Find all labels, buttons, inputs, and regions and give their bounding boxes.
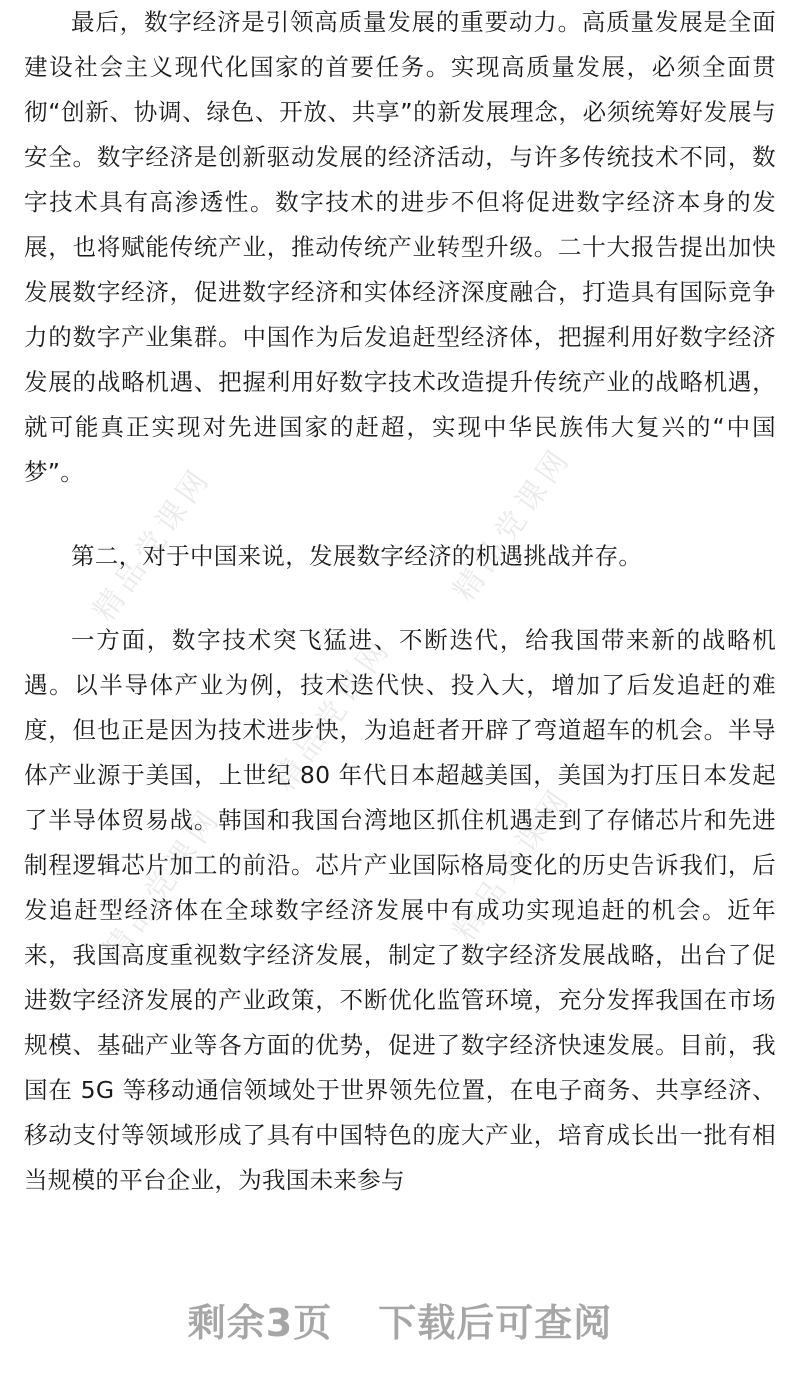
paragraph-gap [24,579,776,618]
download-prompt[interactable] [0,1292,800,1347]
watermark: 精品党课网 [86,460,219,628]
document-body [24,0,776,1203]
watermark: 精品党课网 [446,440,579,608]
paragraph-gap [24,495,776,534]
paragraph-conclusion: 最后，数字经济是引领高质量发展的重要动力。高质量发展是全面建设社会主义现代化国家的首要任务。实现高质量发展，必须全面贯彻“创新、协调、绿色、开放、共享”的新发展理念，必须统筹好发展与安全。数字经济是创新驱动发展的经济活动，与许多传统技术不同，数字技术具有高渗透性。数字技术的进步不但将促进数字经济本身的发展，也将赋能传统产业，推动传统产业转型升级。二十大报告提出加快发展数字经济，促进数字经济和实体经济深度融合，打造具有国际竞争力的数字产业集群。中国作为后发追赶型经济体，把握利用好数字经济发展的战略机遇、把握利用好数字技术改造提升传统产业的战略机遇，就可能真正实现对先进国家的赶超，实现中华民族伟大复兴的“中国梦”。 [24,8,776,486]
watermark: 精品党课网 [446,780,579,948]
watermark: 精品党课网 [96,800,229,968]
remaining-pages-label: 剩余3页 [187,1301,333,1345]
download-to-view-label[interactable]: 下载后可查阅 [378,1301,613,1345]
watermark: 精品党课网 [266,630,399,798]
paragraph-heading-second: 第二，对于中国来说，发展数字经济的机遇挑战并存。 [71,542,643,570]
paragraph-opportunities: 一方面，数字技术突飞猛进、不断迭代，给我国带来新的战略机遇。以半导体产业为例，技术迭代快、投入大，增加了后发追赶的难度，但也正是因为技术进步快，为追赶者开辟了弯道超车的机会。半导体产业源于美国，上世纪 80 年代日本超越美国，美国为打压日本发起了半导体贸易战。韩国和我国台湾地区抓住机遇走到了存储芯片和先进制程逻辑芯片加工的前沿。芯片产业国际格局变化的历史告诉我们，后发追赶型经济体在全球数字经济发展中有成功实现追赶的机会。近年来，我国高度重视数字经济发展，制定了数字经济发展战略，出台了促进数字经济发展的产业政策，不断优化监管环境，充分发挥我国在市场规模、基础产业等各方面的优势，促进了数字经济快速发展。目前，我国在 5G 等移动通信领域处于世界领先位置，在电子商务、共享经济、移动支付等领域形成了具有中国特色的庞大产业，培育成长出一批有相当规模的平台企业，为我国未来参与 [24,626,776,1194]
